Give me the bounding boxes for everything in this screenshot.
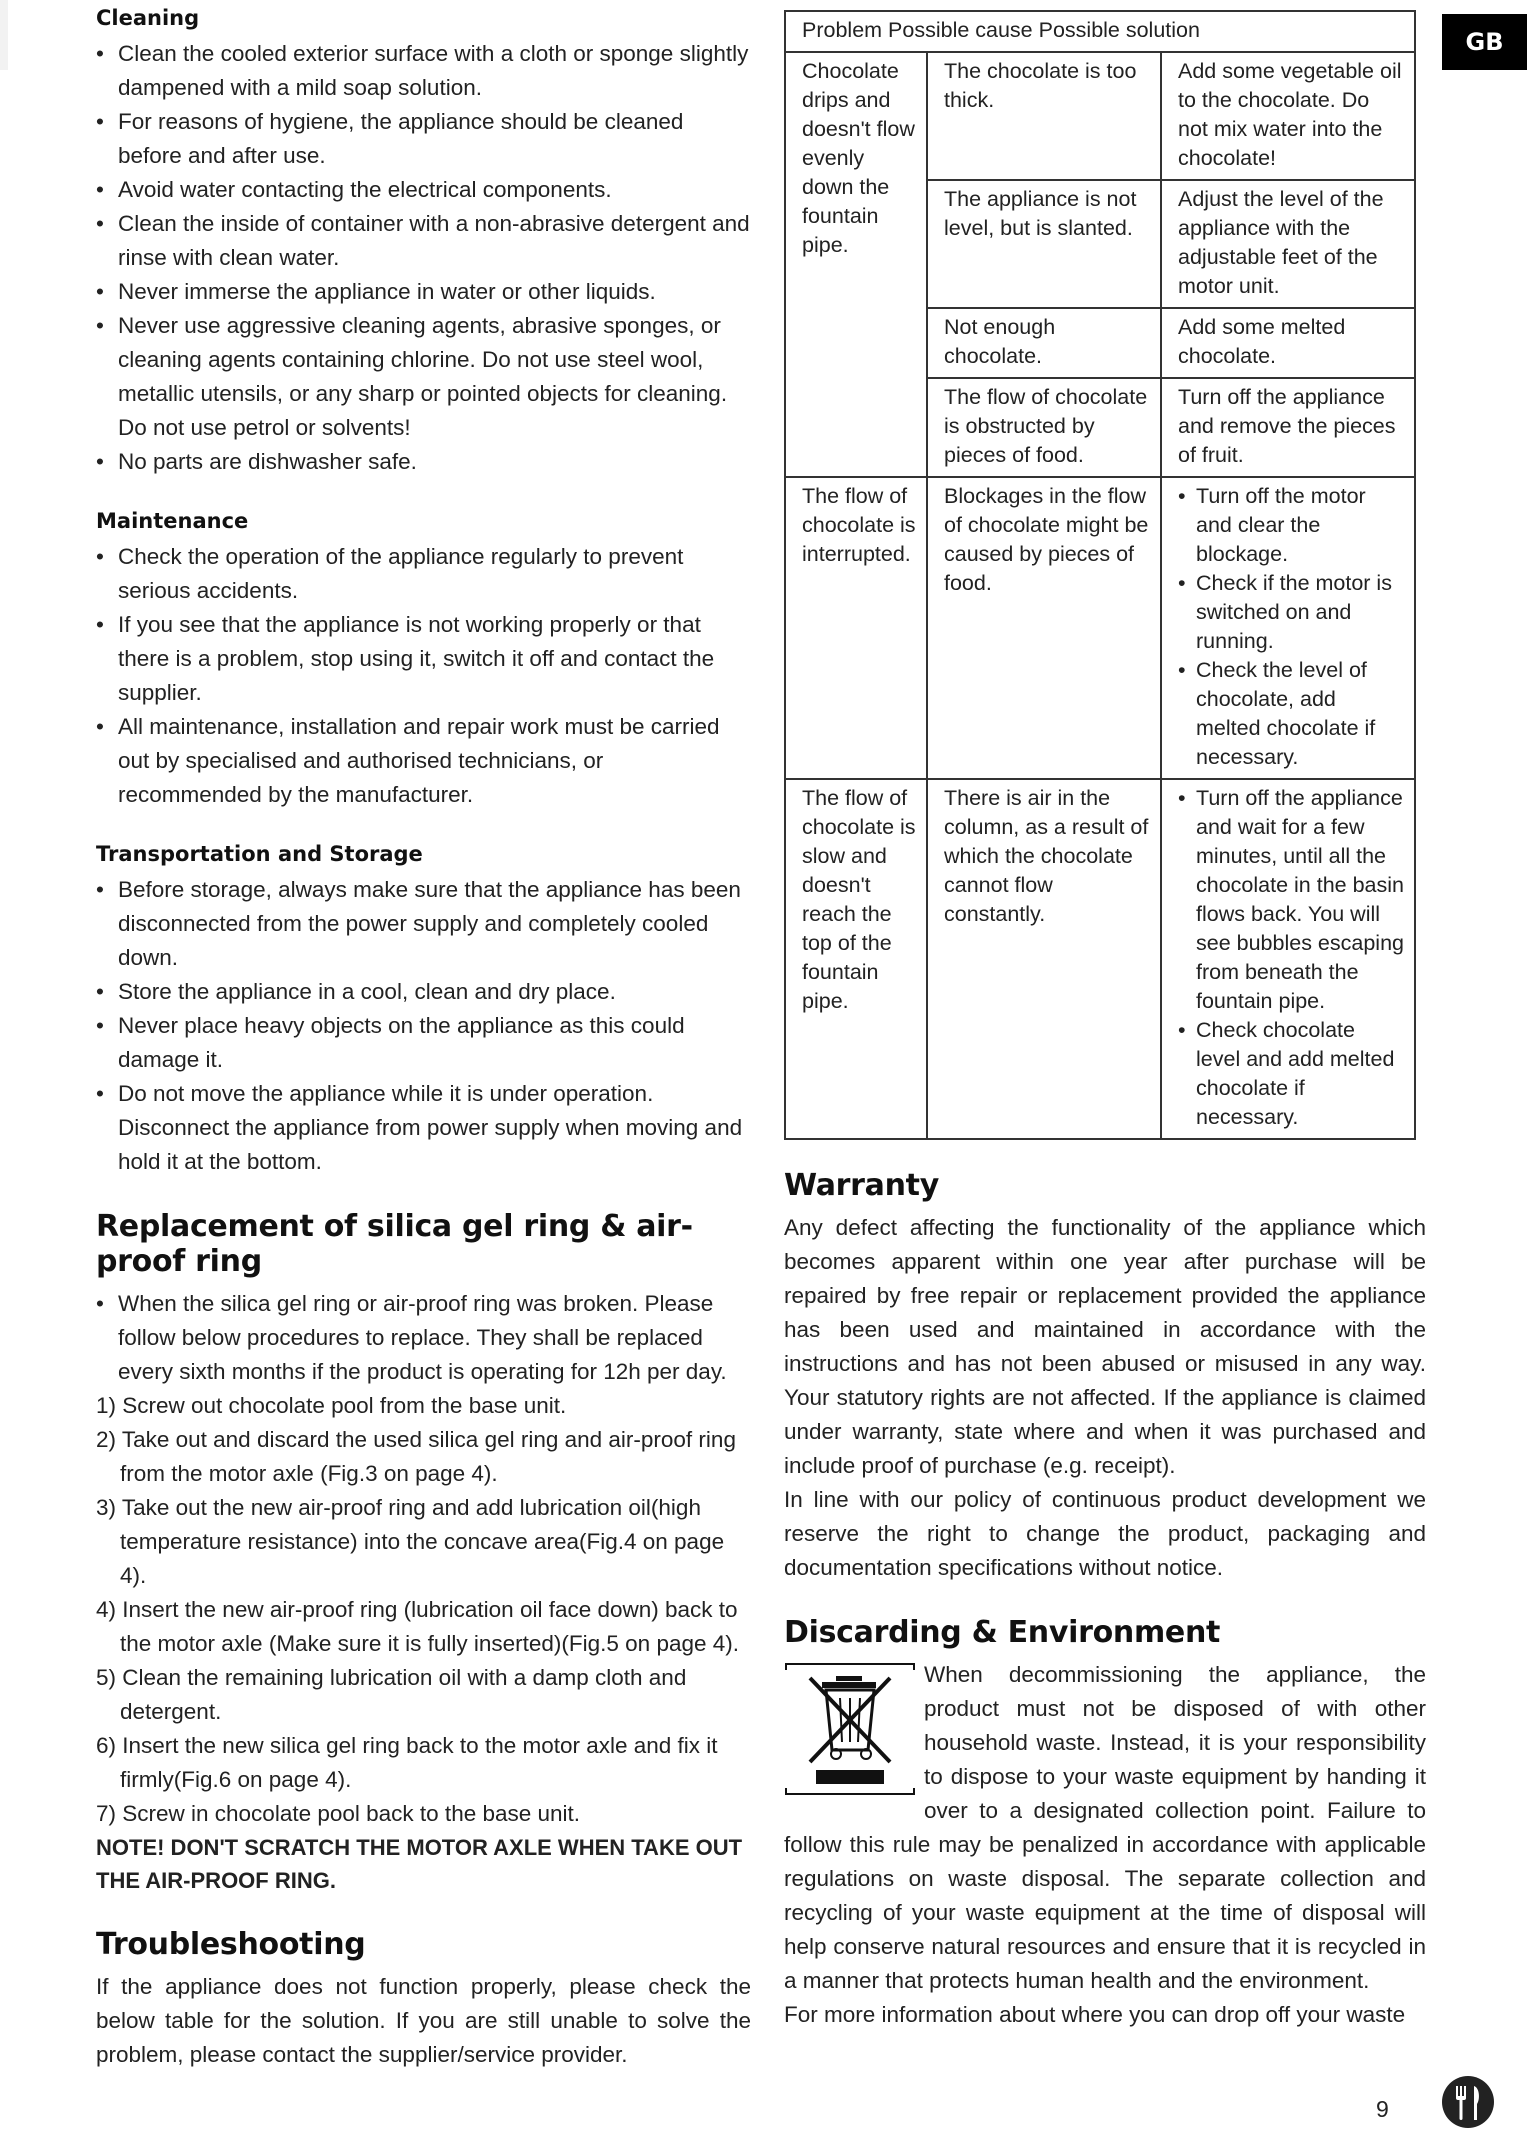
step-item: 5) Clean the remaining lubrication oil with a damp cloth and detergent.	[96, 1665, 687, 1724]
step-item: 3) Take out the new air-proof ring and add lubrication oil(high temperature resistance) into the concave area(Fig.4 on page 4).	[96, 1495, 725, 1588]
table-header: Problem Possible cause Possible solution	[785, 11, 1415, 52]
list-item: • Check the level of chocolate, add melted chocolate if necessary.	[1178, 656, 1404, 772]
discarding-section	[784, 1615, 1426, 2032]
right-column	[784, 10, 1426, 2032]
cause-cell: The flow of chocolate is obstructed by pieces of food.	[927, 378, 1161, 477]
replacement-title: Replacement of silica gel ring & air-proof ring	[96, 1209, 693, 1279]
list-item: • Store the appliance in a cool, clean and dry place.	[96, 975, 751, 1009]
list-item: • Turn off the motor and clear the blockage.	[1178, 482, 1404, 569]
replacement-section	[96, 1209, 751, 1897]
warranty-paragraph: In line with our policy of continuous product development we reserve the right to change the product, packaging and documentation specifications without notice.	[784, 1487, 1426, 1580]
troubleshooting-title: Troubleshooting	[96, 1927, 366, 1962]
step-item: 6) Insert the new silica gel ring back to the motor axle and fix it firmly(Fig.6 on page 4).	[96, 1733, 718, 1792]
cause-cell: There is air in the column, as a result of which the chocolate cannot flow constantly.	[927, 779, 1161, 1139]
step-item: 4) Insert the new air-proof ring (lubrication oil face down) back to the motor axle (Make sure it is fully inserted)(Fig.5 on page 4).	[96, 1597, 740, 1656]
replacement-intro: • When the silica gel ring or air-proof ring was broken. Please follow below procedures to replace. They shall be replaced every sixth months if the product is operating for 12h per day.	[96, 1287, 751, 1389]
list-item: • All maintenance, installation and repair work must be carried out by specialised and authorised technicians, or recommended by the manufacturer.	[96, 710, 751, 812]
problem-cell: The flow of chocolate is interrupted.	[785, 477, 927, 779]
maintenance-section	[96, 509, 751, 812]
maintenance-list	[96, 540, 751, 812]
solution-list	[1178, 482, 1404, 772]
list-item: • Check if the motor is switched on and running.	[1178, 569, 1404, 656]
discarding-paragraph: When decommissioning the appliance, the product must not be disposed of with other household waste. Instead, it is your responsibility to dispose to your waste equipment by handing it over to a designated collection point. Failure to follow this rule may be penalized in accordance with applicable regulations on waste disposal. The separate collection and recycling of your waste equipment at the time of disposal will help conserve natural resources and ensure that it is recycled in a manner that protects human health and the environment.	[784, 1662, 1426, 1993]
step-item: 1) Screw out chocolate pool from the base unit.	[96, 1393, 567, 1418]
troubleshooting-text: If the appliance does not function properly, please check the below table for the solution. If you are still unable to solve the problem, please contact the supplier/service provider.	[96, 1974, 751, 2067]
cause-cell: The appliance is not level, but is slanted.	[927, 180, 1161, 308]
list-item: • No parts are dishwasher safe.	[96, 445, 751, 479]
problem-cell: The flow of chocolate is slow and doesn't reach the top of the fountain pipe.	[785, 779, 927, 1139]
troubleshooting-section	[96, 1927, 751, 2072]
list-item: • Never immerse the appliance in water or other liquids.	[96, 275, 751, 309]
list-item: • For reasons of hygiene, the appliance should be cleaned before and after use.	[96, 105, 751, 173]
list-item: • Do not move the appliance while it is under operation. Disconnect the appliance from power supply when moving and hold it at the bottom.	[96, 1077, 751, 1179]
list-item: • Clean the cooled exterior surface with a cloth or sponge slightly dampened with a mild soap solution.	[96, 37, 751, 105]
page-number: 9	[1376, 2096, 1389, 2122]
step-item: 7) Screw in chocolate pool back to the base unit.	[96, 1801, 581, 1826]
table-header-row	[785, 11, 1415, 52]
table-row	[785, 52, 1415, 180]
cause-cell: The chocolate is too thick.	[927, 52, 1161, 180]
solution-cell: Turn off the appliance and remove the pieces of fruit.	[1161, 378, 1415, 477]
warranty-paragraph: Any defect affecting the functionality of the appliance which becomes apparent within one year after purchase will be repaired by free repair or replacement provided the appliance has been used and maintained in accordance with the instructions and has not been abused or misused in any way. Your statutory rights are not affected. If the appliance is claimed under warranty, state where and when it was purchased and include proof of purchase (e.g. receipt).	[784, 1215, 1426, 1478]
warranty-section	[784, 1168, 1426, 1585]
list-item: • Check chocolate level and add melted chocolate if necessary.	[1178, 1016, 1404, 1132]
replacement-note: NOTE! DON'T SCRATCH THE MOTOR AXLE WHEN TAKE OUT THE AIR-PROOF RING.	[96, 1835, 743, 1893]
cleaning-section	[96, 6, 751, 479]
list-item: • Never use aggressive cleaning agents, abrasive sponges, or cleaning agents containing chlorine. Do not use steel wool, metallic utensils, or any sharp or pointed objects for cleaning. Do not use petrol or solvents!	[96, 309, 751, 445]
transport-section	[96, 842, 751, 1179]
transport-title: Transportation and Storage	[96, 842, 423, 866]
list-item: • Before storage, always make sure that the appliance has been disconnected from the power supply and completely cooled down.	[96, 873, 751, 975]
table-row	[785, 477, 1415, 779]
weee-bin-icon	[784, 1662, 916, 1796]
problem-cell: Chocolate drips and doesn't flow evenly down the fountain pipe.	[785, 52, 927, 477]
solution-cell	[1161, 779, 1415, 1139]
solution-cell: Adjust the level of the appliance with the adjustable feet of the motor unit.	[1161, 180, 1415, 308]
page-edge	[0, 0, 8, 70]
warranty-title: Warranty	[784, 1168, 939, 1203]
discarding-paragraph: For more information about where you can drop off your waste	[784, 2002, 1406, 2027]
list-item: • Never place heavy objects on the appliance as this could damage it.	[96, 1009, 751, 1077]
cutlery-icon	[1442, 2076, 1494, 2128]
cause-cell: Blockages in the flow of chocolate might be caused by pieces of food.	[927, 477, 1161, 779]
troubleshooting-table	[784, 10, 1416, 1140]
list-item: • Turn off the appliance and wait for a few minutes, until all the chocolate in the basin flows back. You will see bubbles escaping from beneath the fountain pipe.	[1178, 784, 1404, 1016]
step-item: 2) Take out and discard the used silica gel ring and air-proof ring from the motor axle (Fig.3 on page 4).	[96, 1427, 736, 1486]
discarding-title: Discarding & Environment	[784, 1615, 1221, 1650]
list-item: • Check the operation of the appliance regularly to prevent serious accidents.	[96, 540, 751, 608]
solution-list	[1178, 784, 1404, 1132]
solution-cell	[1161, 477, 1415, 779]
table-row	[785, 779, 1415, 1139]
left-column	[96, 6, 751, 2072]
replacement-intro-list	[96, 1287, 751, 1389]
cleaning-list	[96, 37, 751, 479]
cause-cell: Not enough chocolate.	[927, 308, 1161, 378]
list-item: • Clean the inside of container with a non-abrasive detergent and rinse with clean water.	[96, 207, 751, 275]
transport-list	[96, 873, 751, 1179]
solution-cell: Add some melted chocolate.	[1161, 308, 1415, 378]
solution-cell: Add some vegetable oil to the chocolate. Do not mix water into the chocolate!	[1161, 52, 1415, 180]
list-item: • If you see that the appliance is not working properly or that there is a problem, stop using it, switch it off and contact the supplier.	[96, 608, 751, 710]
cleaning-title: Cleaning	[96, 6, 200, 30]
list-item: • Avoid water contacting the electrical components.	[96, 173, 751, 207]
language-tab: GB	[1442, 14, 1527, 70]
maintenance-title: Maintenance	[96, 509, 249, 533]
replacement-steps	[96, 1389, 751, 1831]
